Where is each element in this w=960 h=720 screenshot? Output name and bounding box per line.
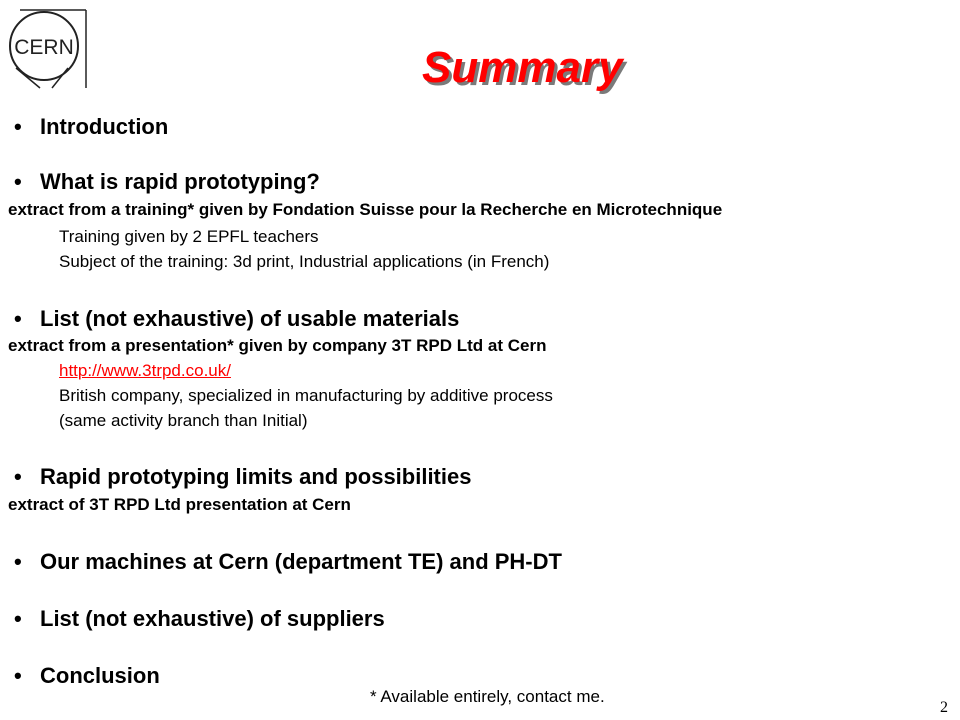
footnote: * Available entirely, contact me. xyxy=(370,687,605,706)
item-suppliers xyxy=(14,608,385,630)
bullet-dot: • xyxy=(14,114,22,139)
materials-link[interactable]: http://www.3trpd.co.uk/ xyxy=(59,361,231,380)
page-number: 2 xyxy=(940,699,948,716)
cern-logo-text: CERN xyxy=(14,36,74,59)
item-materials-label: List (not exhaustive) of usable materials xyxy=(40,306,460,331)
item-machines-label: Our machines at Cern (department TE) and PH-DT xyxy=(40,549,562,574)
item-machines xyxy=(14,551,562,573)
item-suppliers-label: List (not exhaustive) of suppliers xyxy=(40,606,385,631)
item-introduction xyxy=(14,116,168,138)
bullet-dot: • xyxy=(14,606,22,631)
rapid-prototyping-detail-1: Training given by 2 EPFL teachers xyxy=(59,227,319,246)
item-conclusion-label: Conclusion xyxy=(40,663,160,688)
bullet-dot: • xyxy=(14,169,22,194)
item-introduction-label: Introduction xyxy=(40,114,169,139)
item-rapid-prototyping xyxy=(14,171,320,193)
page-title: Summary xyxy=(422,43,623,92)
bullet-dot: • xyxy=(14,306,22,331)
rapid-prototyping-extract: extract from a training* given by Fondation Suisse pour la Recherche en Microtechnique xyxy=(8,200,723,219)
materials-extract: extract from a presentation* given by company 3T RPD Ltd at Cern xyxy=(8,336,547,355)
materials-detail-2: (same activity branch than Initial) xyxy=(59,411,308,430)
item-rapid-prototyping-label: What is rapid prototyping? xyxy=(40,169,320,194)
bullet-dot: • xyxy=(14,549,22,574)
bullet-dot: • xyxy=(14,663,22,688)
limits-extract: extract of 3T RPD Ltd presentation at Cern xyxy=(8,495,351,514)
materials-detail-1: British company, specialized in manufacturing by additive process xyxy=(59,386,553,405)
bullet-dot: • xyxy=(14,464,22,489)
cern-logo xyxy=(6,6,90,90)
item-materials xyxy=(14,308,459,330)
rapid-prototyping-detail-2: Subject of the training: 3d print, Industrial applications (in French) xyxy=(59,252,550,271)
item-limits xyxy=(14,466,471,488)
item-limits-label: Rapid prototyping limits and possibilities xyxy=(40,464,472,489)
item-conclusion xyxy=(14,665,160,687)
